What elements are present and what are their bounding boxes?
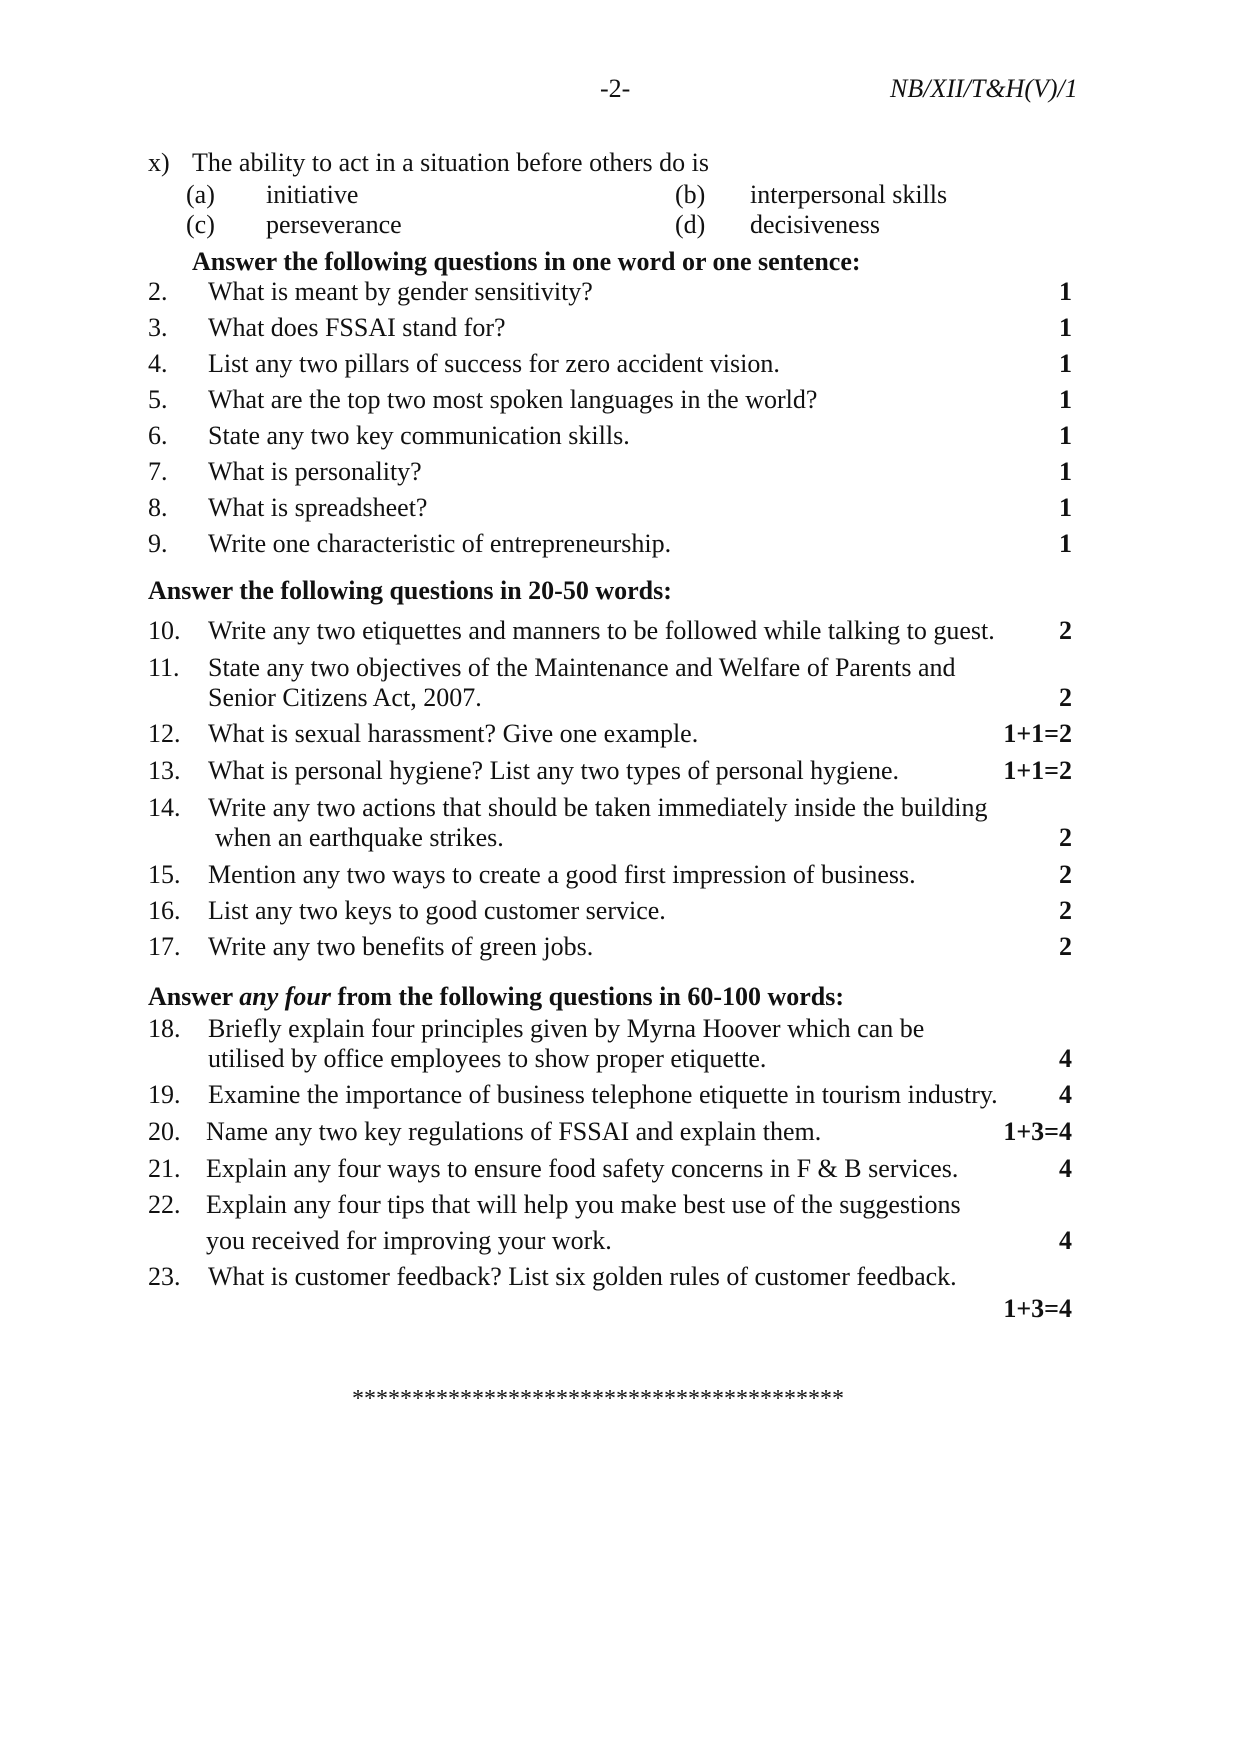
- option-c-key: (c): [186, 210, 215, 239]
- question-marks: 2: [1059, 823, 1072, 852]
- option-a-key: (a): [186, 180, 215, 209]
- question-number: 6.: [148, 421, 168, 450]
- question-marks: 4: [1059, 1226, 1072, 1255]
- question-text: Write one characteristic of entrepreneurship.: [208, 529, 672, 558]
- question-marks: 1: [1059, 421, 1072, 450]
- question-number: 7.: [148, 457, 168, 486]
- question-text: Mention any two ways to create a good first impression of business.: [208, 860, 916, 889]
- question-text: What are the top two most spoken languages in the world?: [208, 385, 818, 414]
- question-text: Write any two actions that should be taken immediately inside the building: [208, 793, 988, 822]
- question-text: List any two pillars of success for zero accident vision.: [208, 349, 780, 378]
- question-text: Examine the importance of business telephone etiquette in tourism industry.: [208, 1080, 998, 1109]
- question-text-continued: Senior Citizens Act, 2007.: [208, 683, 482, 712]
- question-number: 22.: [148, 1190, 181, 1219]
- question-number: 4.: [148, 349, 168, 378]
- question-number: 20.: [148, 1117, 181, 1146]
- question-marks: 1+1=2: [1003, 719, 1072, 748]
- option-b-text: interpersonal skills: [750, 180, 948, 209]
- section-heading-one-word: Answer the following questions in one word or one sentence:: [192, 247, 861, 276]
- question-marks: 4: [1059, 1080, 1072, 1109]
- question-marks: 1: [1059, 385, 1072, 414]
- section-heading-long: [148, 982, 844, 1012]
- option-a-text: initiative: [266, 180, 359, 209]
- question-marks: 4: [1059, 1154, 1072, 1183]
- question-number: 10.: [148, 616, 181, 645]
- question-text: What is personality?: [208, 457, 422, 486]
- heading-emphasis: any four: [239, 982, 331, 1011]
- question-marks: 4: [1059, 1044, 1072, 1073]
- question-text: Briefly explain four principles given by Myrna Hoover which can be: [208, 1014, 925, 1043]
- paper-code: NB/XII/T&H(V)/1: [890, 74, 1078, 103]
- question-marks: 1: [1059, 277, 1072, 306]
- question-text: Write any two benefits of green jobs.: [208, 932, 594, 961]
- option-d-text: decisiveness: [750, 210, 880, 239]
- question-number: 17.: [148, 932, 181, 961]
- question-number: 3.: [148, 313, 168, 342]
- question-marks: 1: [1059, 349, 1072, 378]
- question-text: What is meant by gender sensitivity?: [208, 277, 593, 306]
- question-text-continued: when an earthquake strikes.: [215, 823, 504, 852]
- question-text: List any two keys to good customer service.: [208, 896, 666, 925]
- question-marks: 1: [1059, 493, 1072, 522]
- question-number: 18.: [148, 1014, 181, 1043]
- heading-post: from the following questions in 60-100 words:: [331, 982, 845, 1011]
- question-text: State any two key communication skills.: [208, 421, 630, 450]
- question-text: What is sexual harassment? Give one example.: [208, 719, 699, 748]
- question-marks: 2: [1059, 860, 1072, 889]
- question-number: 5.: [148, 385, 168, 414]
- question-number: 15.: [148, 860, 181, 889]
- question-marks: 2: [1059, 896, 1072, 925]
- question-number: 13.: [148, 756, 181, 785]
- question-marks: 2: [1059, 932, 1072, 961]
- heading-pre: Answer: [148, 982, 240, 1011]
- option-b-key: (b): [675, 180, 706, 209]
- question-text-continued: you received for improving your work.: [206, 1226, 612, 1255]
- mcq-question: The ability to act in a situation before others do is: [192, 148, 709, 177]
- question-text: What does FSSAI stand for?: [208, 313, 506, 342]
- question-text: Write any two etiquettes and manners to be followed while talking to guest.: [208, 616, 995, 645]
- question-number: 14.: [148, 793, 181, 822]
- question-number: 9.: [148, 529, 168, 558]
- question-marks: 2: [1059, 683, 1072, 712]
- question-text-continued: utilised by office employees to show proper etiquette.: [208, 1044, 767, 1073]
- option-c-text: perseverance: [266, 210, 402, 239]
- question-text: Name any two key regulations of FSSAI and explain them.: [206, 1117, 822, 1146]
- question-marks: 1: [1059, 529, 1072, 558]
- question-marks: 1: [1059, 313, 1072, 342]
- section-heading-short: Answer the following questions in 20-50 words:: [148, 576, 672, 605]
- question-marks: 1: [1059, 457, 1072, 486]
- question-marks: 1+3=4: [1003, 1117, 1072, 1146]
- question-number: 23.: [148, 1262, 181, 1291]
- question-marks: 1+1=2: [1003, 756, 1072, 785]
- question-number: 16.: [148, 896, 181, 925]
- end-of-paper-divider: *****************************************: [352, 1386, 844, 1412]
- question-number: 8.: [148, 493, 168, 522]
- question-number: 2.: [148, 277, 168, 306]
- question-number: 12.: [148, 719, 181, 748]
- question-text: What is customer feedback? List six golden rules of customer feedback.: [208, 1262, 957, 1291]
- option-d-key: (d): [675, 210, 706, 239]
- question-text: State any two objectives of the Maintenance and Welfare of Parents and: [208, 653, 956, 682]
- question-marks: 2: [1059, 616, 1072, 645]
- question-number: 11.: [148, 653, 180, 682]
- question-number: 21.: [148, 1154, 181, 1183]
- question-text: What is spreadsheet?: [208, 493, 428, 522]
- question-text: Explain any four ways to ensure food safety concerns in F & B services.: [206, 1154, 959, 1183]
- question-text: What is personal hygiene? List any two types of personal hygiene.: [208, 756, 899, 785]
- page-number: -2-: [600, 74, 631, 103]
- mcq-label: x): [148, 148, 170, 177]
- question-text: Explain any four tips that will help you make best use of the suggestions: [206, 1190, 961, 1219]
- question-marks: 1+3=4: [1003, 1294, 1072, 1323]
- question-number: 19.: [148, 1080, 181, 1109]
